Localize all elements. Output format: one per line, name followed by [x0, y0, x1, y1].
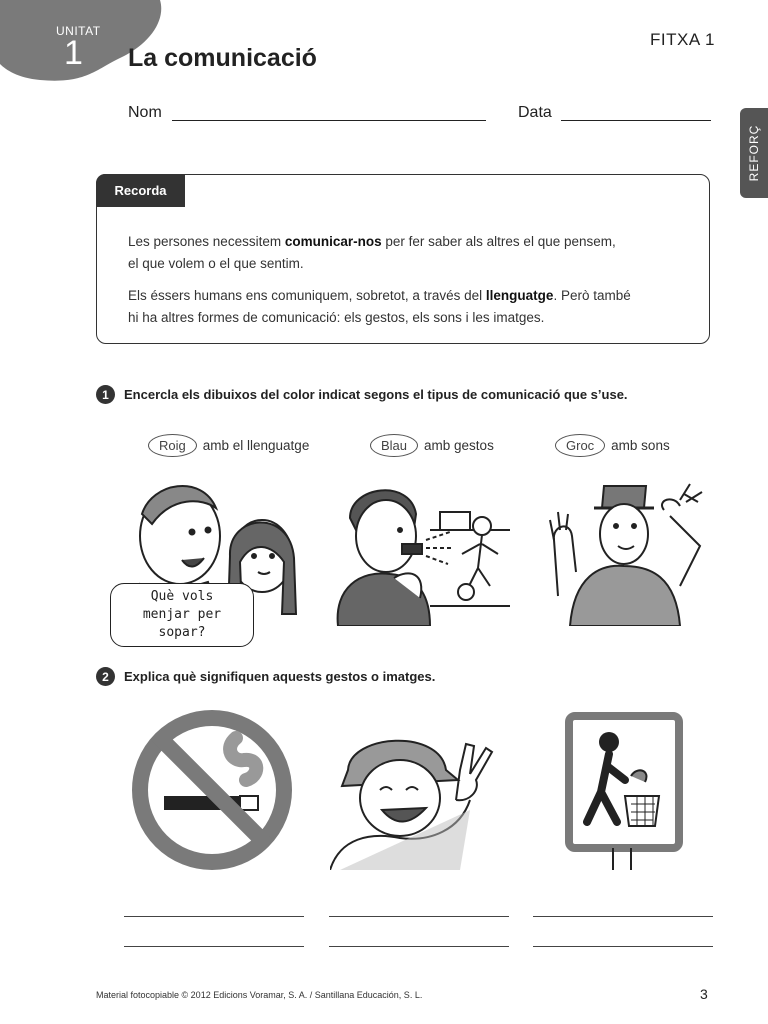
answer-line-1a[interactable]	[124, 916, 304, 917]
name-field[interactable]	[172, 120, 486, 121]
sheet-label: FITXA 1	[650, 30, 715, 49]
legend-red-color: Roig	[148, 434, 197, 457]
unit-label: UNITAT	[56, 24, 101, 38]
soldier-snapping-drawing[interactable]	[540, 476, 708, 626]
exercise-1-instruction: Encercla els dibuixos del color indicat segons el tipus de comunicació que s’use.	[124, 387, 628, 402]
date-label: Data	[518, 104, 552, 121]
exercise-2-number: 2	[96, 667, 115, 686]
remember-paragraph-1: Les persones necessitem comunicar-nos per fer saber als altres el que pensem, el que volem o el que sentim.	[128, 234, 616, 271]
answer-line-3b[interactable]	[533, 946, 713, 947]
date-field[interactable]	[561, 120, 711, 121]
referee-whistle-drawing[interactable]	[330, 478, 512, 626]
exercise-1-number: 1	[96, 385, 115, 404]
speech-bubble	[110, 583, 254, 647]
answer-line-2b[interactable]	[329, 946, 509, 947]
legend-blue-color: Blau	[370, 434, 418, 457]
footer-copyright: Material fotocopiable © 2012 Edicions Voramar, S. A. / Santillana Educación, S. L.	[96, 990, 423, 1000]
remember-tag: Recorda	[96, 174, 185, 207]
legend-yellow-color: Groc	[555, 434, 605, 457]
exercise-2-instruction: Explica què signifiquen aquests gestos o imatges.	[124, 669, 436, 684]
name-label: Nom	[128, 104, 162, 121]
legend-yellow	[555, 434, 670, 457]
victory-gesture-icon[interactable]	[330, 730, 502, 870]
answer-line-1b[interactable]	[124, 946, 304, 947]
no-smoking-icon[interactable]	[128, 710, 296, 870]
legend-yellow-text: amb sons	[611, 438, 670, 453]
remember-paragraph-2: Els éssers humans ens comuniquem, sobretot, a través del llenguatge. Però també hi ha altres formes de comunicació: els gestos, els sons i les imatges.	[128, 288, 631, 325]
speech-bubble-line-1: Què vols	[150, 589, 214, 604]
side-tab-label: REFORÇ	[747, 124, 761, 182]
unit-number: 1	[64, 34, 83, 72]
answer-line-3a[interactable]	[533, 916, 713, 917]
speech-bubble-line-2: menjar per sopar?	[142, 607, 222, 640]
legend-blue-text: amb gestos	[424, 438, 494, 453]
page-title: La comunicació	[128, 44, 317, 72]
answer-line-2a[interactable]	[329, 916, 509, 917]
legend-red	[148, 434, 309, 457]
side-tab	[740, 108, 768, 198]
use-bin-sign-icon[interactable]	[565, 712, 683, 872]
unit-tab-shape	[0, 0, 170, 86]
legend-red-text: amb el llenguatge	[202, 438, 310, 453]
page-number: 3	[700, 986, 708, 1002]
legend-blue	[370, 434, 494, 457]
